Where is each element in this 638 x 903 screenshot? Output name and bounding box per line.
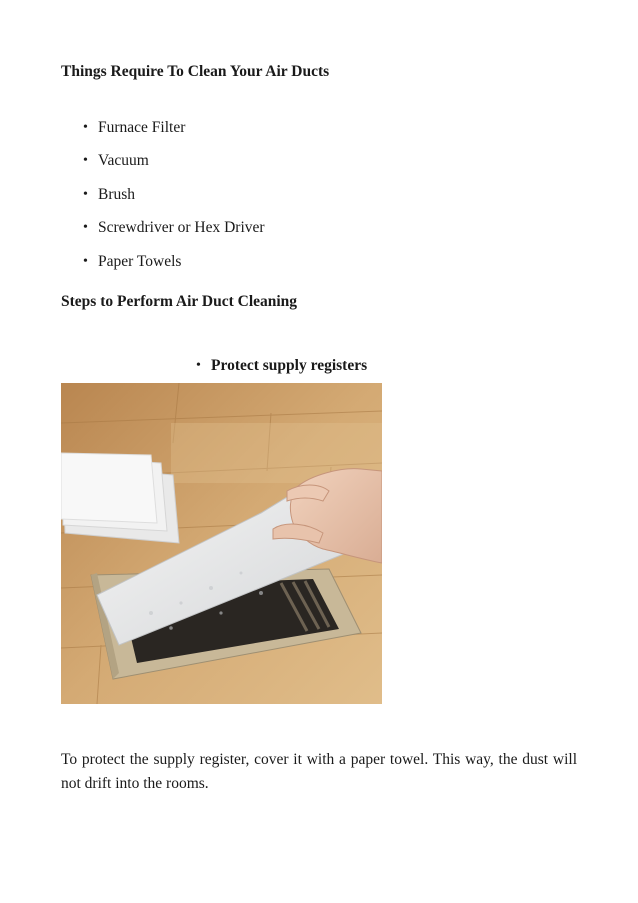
list-item-text: Brush	[98, 185, 136, 203]
list-item-text: Paper Towels	[98, 252, 182, 270]
filter-sheets	[61, 453, 179, 543]
supplies-list	[83, 118, 265, 285]
list-item-text: Screwdriver or Hex Driver	[98, 219, 265, 237]
step-bullet-item	[196, 356, 367, 376]
bullet-icon: •	[83, 253, 88, 269]
list-item-text: Furnace Filter	[98, 119, 186, 136]
bullet-icon: •	[83, 120, 88, 135]
list-item	[83, 185, 265, 218]
list-item	[83, 118, 265, 151]
bullet-icon: •	[196, 358, 201, 373]
steps-heading: Steps to Perform Air Duct Cleaning	[61, 293, 298, 310]
step-bullet-text: Protect supply registers	[211, 357, 368, 374]
instruction-paragraph: To protect the supply register, cover it with a paper towel. This way, the dust will not drift into the rooms.	[61, 751, 577, 792]
list-item	[83, 252, 265, 285]
bullet-icon: •	[83, 186, 88, 202]
things-required-heading: Things Require To Clean Your Air Ducts	[61, 63, 330, 80]
list-item-text: Vacuum	[98, 152, 149, 170]
supply-register-photo	[61, 383, 382, 704]
list-item	[83, 151, 265, 184]
list-item	[83, 218, 265, 251]
bullet-icon: •	[83, 220, 88, 236]
bullet-icon: •	[83, 153, 88, 169]
